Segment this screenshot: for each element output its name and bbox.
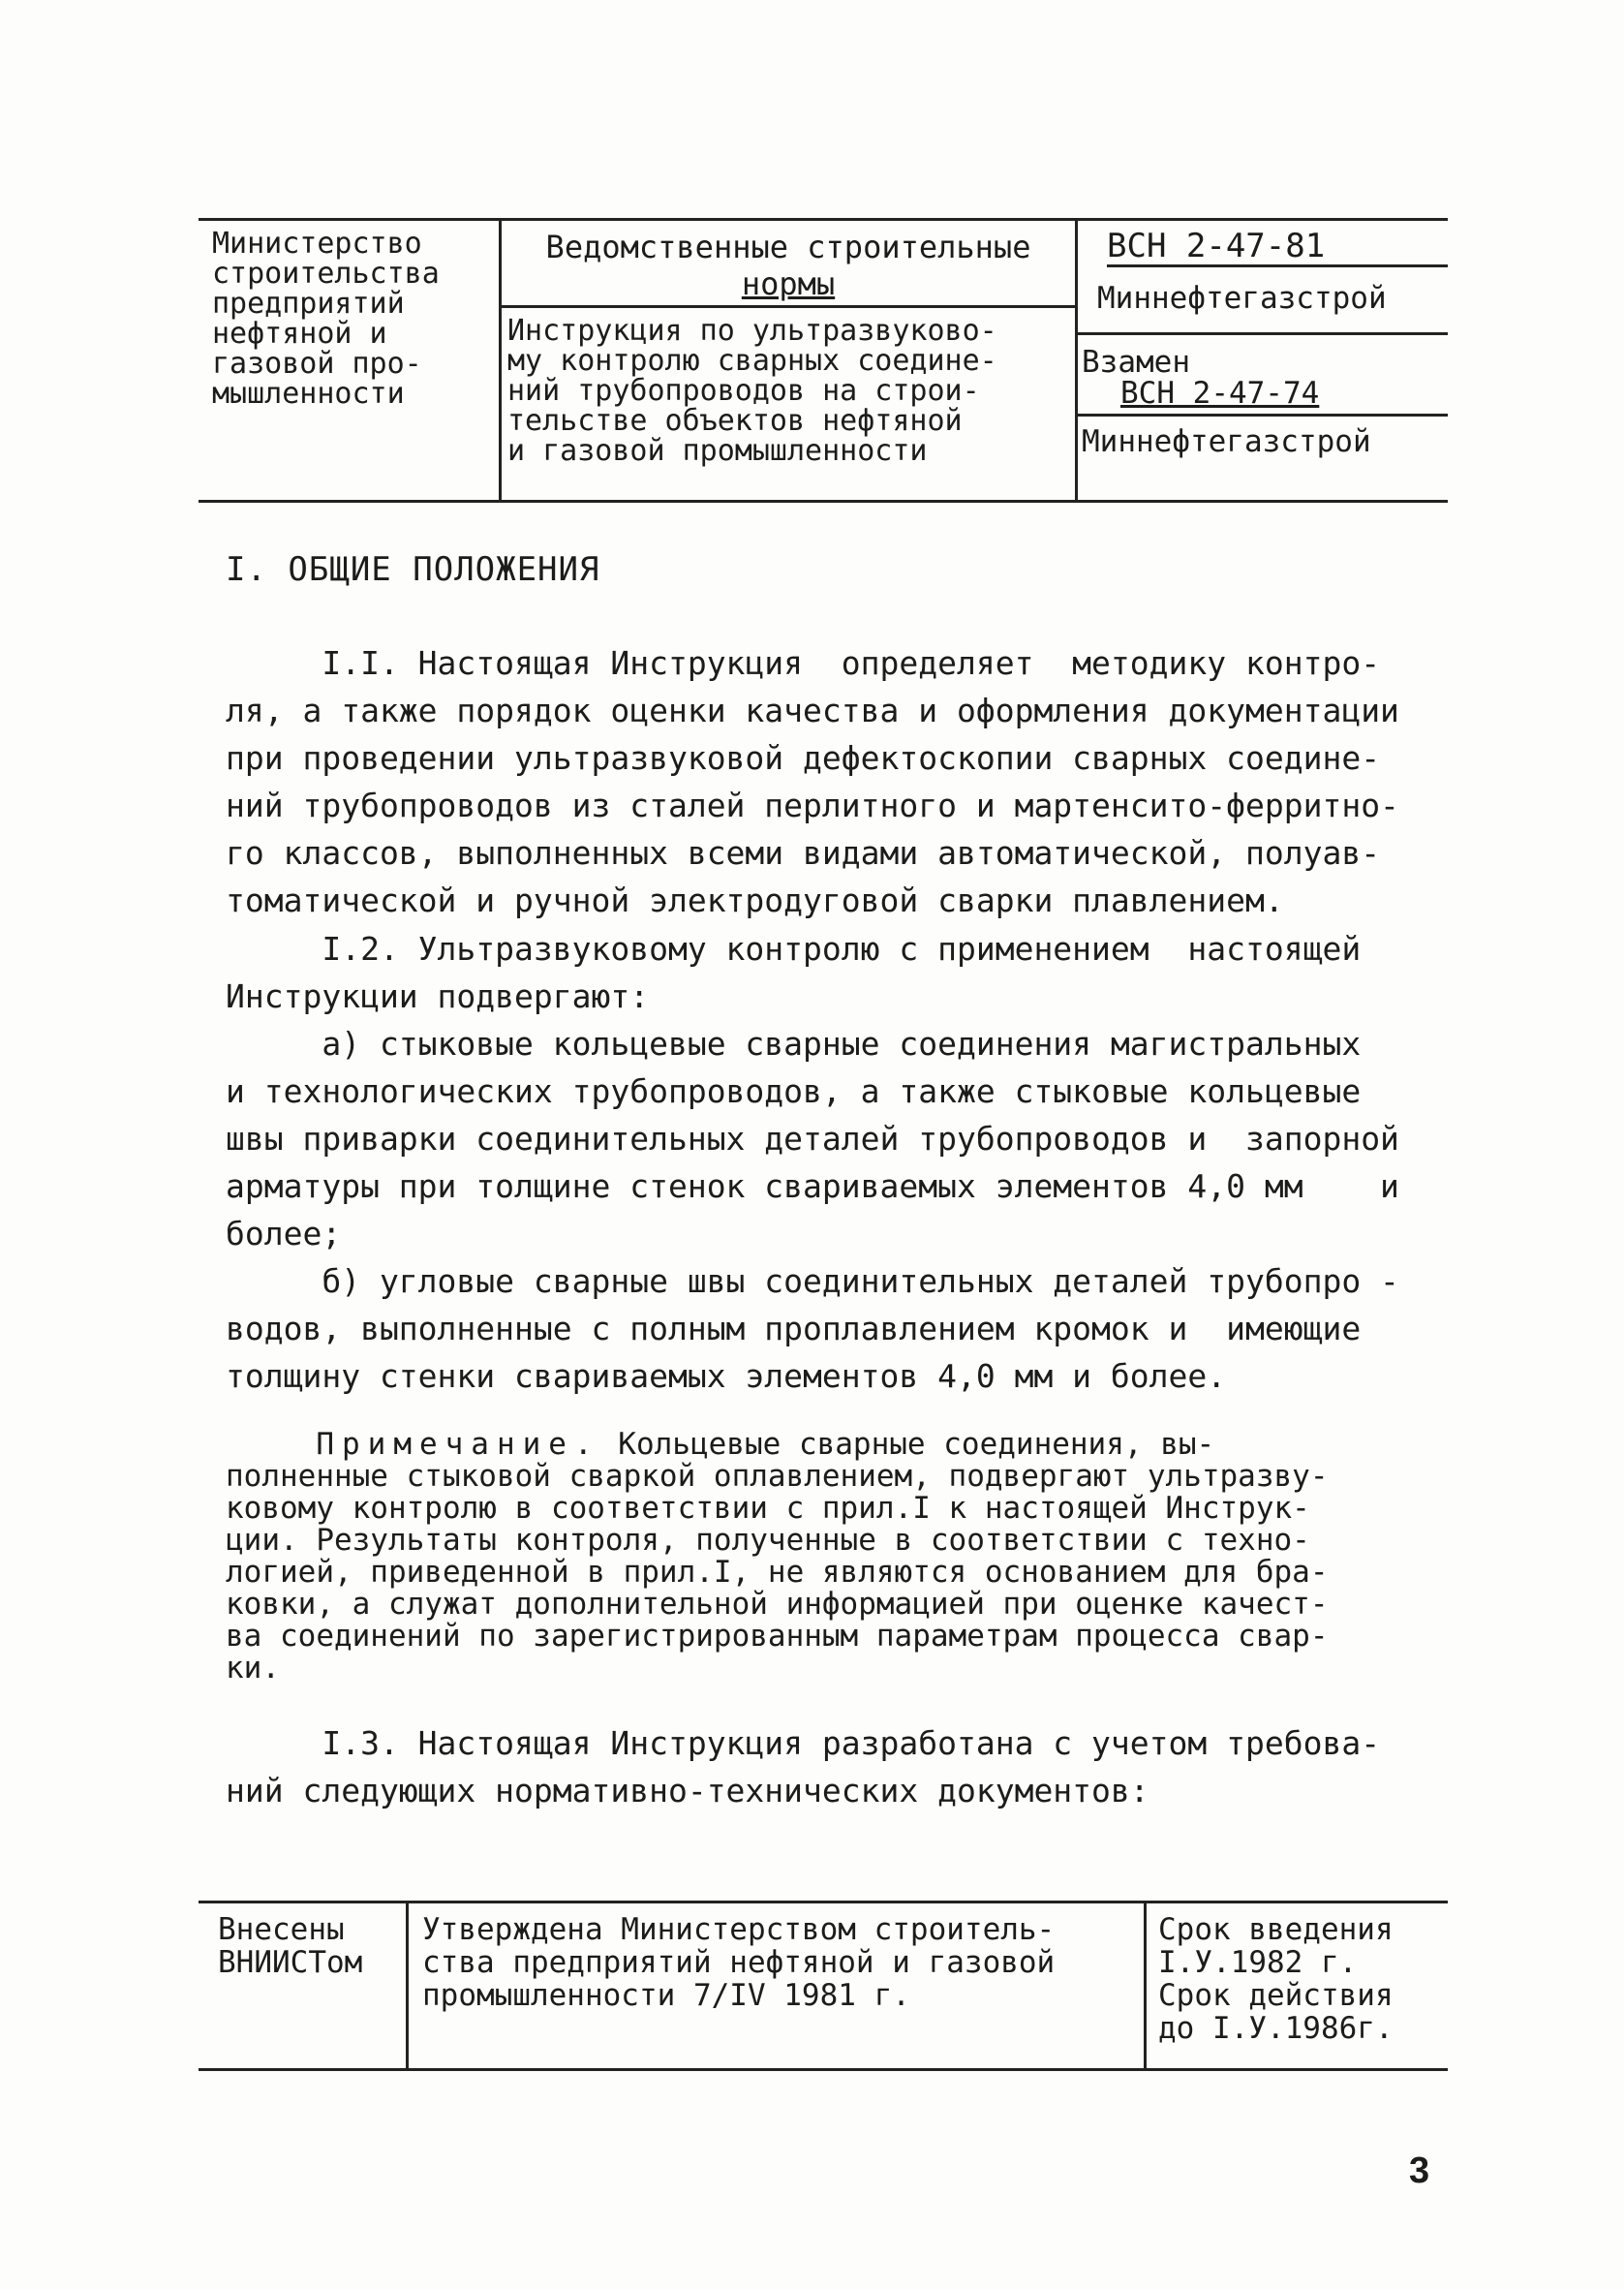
note-line: ковому контролю в соответствии с прил.I к настоящей Инструк-: [226, 1491, 1310, 1526]
instruction-title-line: Инструкция по ультразвуково-: [507, 314, 997, 348]
approved-line: промышленности 7/IV 1981 г.: [422, 1978, 910, 2013]
text-line: томатической и ручной электродуговой сварки плавлением.: [226, 882, 1284, 919]
approved-line: Утверждена Министерством строитель-: [422, 1912, 1056, 1947]
text-line: го классов, выполненных всеми видами автоматической, полуав-: [226, 834, 1381, 872]
note-block: [226, 1429, 1448, 1685]
text-line: I.3. Настоящая Инструкция разработана с учетом требова-: [226, 1724, 1381, 1762]
document-code: ВСН 2-47-81: [1107, 229, 1448, 267]
instruction-title-line: му контролю сварных соедине-: [507, 344, 997, 378]
norms-title-line: нормы: [741, 265, 836, 302]
text-line: I.2. Ультразвуковому контролю с применением настоящей: [226, 930, 1362, 968]
code-cell: [1078, 221, 1448, 500]
dates-line: до I.У.1986г.: [1158, 2011, 1394, 2046]
paragraph-1-2: [226, 925, 1448, 1400]
ministry-line: Министерство: [212, 227, 422, 261]
text-line: и технологических трубопроводов, а также стыковые кольцевые: [226, 1072, 1362, 1110]
norms-title-line: Ведомственные строительные: [545, 229, 1031, 265]
text-line: ний следующих нормативно-технических документов:: [226, 1772, 1149, 1810]
replaces-block: [1078, 335, 1448, 417]
title-cell: [502, 221, 1078, 500]
ministry-line: предприятий: [212, 287, 405, 321]
page-number: 3: [1409, 2150, 1430, 2191]
note-label: Примечание.: [316, 1427, 600, 1462]
ministry-line: нефтяной и: [212, 317, 387, 351]
replaces-org: Миннефтегазстрой: [1082, 424, 1371, 459]
note-line: [226, 1429, 1448, 1461]
dates-cell: [1147, 1903, 1448, 2068]
paragraph-1-3: [226, 1719, 1448, 1814]
text-line: при проведении ультразвуковой дефектоскопии сварных соедине-: [226, 739, 1381, 777]
note-line: ковки, а служат дополнительной информацией при оценке качест-: [226, 1587, 1329, 1622]
note-text: Кольцевые сварные соединения, вы-: [599, 1427, 1215, 1462]
document-org: Миннефтегазстрой: [1078, 267, 1448, 335]
paragraph-1-1: [226, 639, 1448, 924]
ministry-line: мышленности: [212, 377, 405, 411]
text-line: б) угловые сварные швы соединительных деталей трубопро -: [226, 1262, 1399, 1300]
ministry-line: газовой про-: [212, 347, 422, 381]
text-line: более;: [226, 1215, 342, 1253]
dates-line: I.У.1982 г.: [1158, 1945, 1358, 1980]
note-line: логией, приведенной в прил.I, не являются основанием для бра-: [226, 1555, 1329, 1590]
text-line: ний трубопроводов из сталей перлитного и мартенсито-ферритно-: [226, 787, 1399, 824]
note-line: ва соединений по зарегистрированным параметрам процесса свар-: [226, 1619, 1329, 1654]
introduced-cell: [199, 1903, 409, 2068]
ministry-cell: [199, 221, 502, 500]
approved-line: ства предприятий нефтяной и газовой: [422, 1945, 1056, 1980]
section-title: I. ОБЩИЕ ПОЛОЖЕНИЯ: [226, 550, 600, 589]
note-line: полненные стыковой сваркой оплавлением, подвергают ультразву-: [226, 1459, 1329, 1494]
header-table: [199, 218, 1448, 503]
text-line: ля, а также порядок оценки качества и оформления документации: [226, 692, 1399, 729]
instruction-title-line: тельстве объектов нефтяной: [507, 404, 963, 438]
text-line: водов, выполненные с полным проплавлением кромок и имеющие: [226, 1310, 1362, 1347]
replaces-label: Взамен: [1082, 345, 1190, 380]
instruction-title-line: ний трубопроводов на строи-: [507, 374, 980, 408]
approved-cell: [409, 1903, 1147, 2068]
dates-line: Срок введения: [1158, 1912, 1394, 1947]
note-line: ции. Результаты контроля, полученные в соответствии с техно-: [226, 1523, 1310, 1558]
text-line: толщину стенки свариваемых элементов 4,0 мм и более.: [226, 1357, 1227, 1395]
ministry-line: строительства: [212, 257, 440, 291]
instruction-title-line: и газовой промышленности: [507, 434, 928, 468]
text-line: I.I. Настоящая Инструкция определяет методику контро-: [226, 644, 1381, 682]
text-line: швы приварки соединительных деталей трубопроводов и запорной: [226, 1120, 1399, 1158]
text-line: а) стыковые кольцевые сварные соединения магистральных: [226, 1025, 1362, 1063]
footer-table: [199, 1901, 1448, 2071]
note-line: ки.: [226, 1651, 280, 1686]
norms-title: [502, 221, 1075, 308]
text-line: Инструкции подвергают:: [226, 977, 650, 1015]
introduced-line: ВНИИСТом: [218, 1945, 363, 1980]
replaces-code: ВСН 2-47-74: [1120, 376, 1320, 411]
dates-line: Срок действия: [1158, 1978, 1394, 2013]
text-line: арматуры при толщине стенок свариваемых элементов 4,0 мм и: [226, 1167, 1399, 1205]
introduced-line: Внесены: [218, 1912, 345, 1947]
instruction-title: [502, 308, 1075, 466]
